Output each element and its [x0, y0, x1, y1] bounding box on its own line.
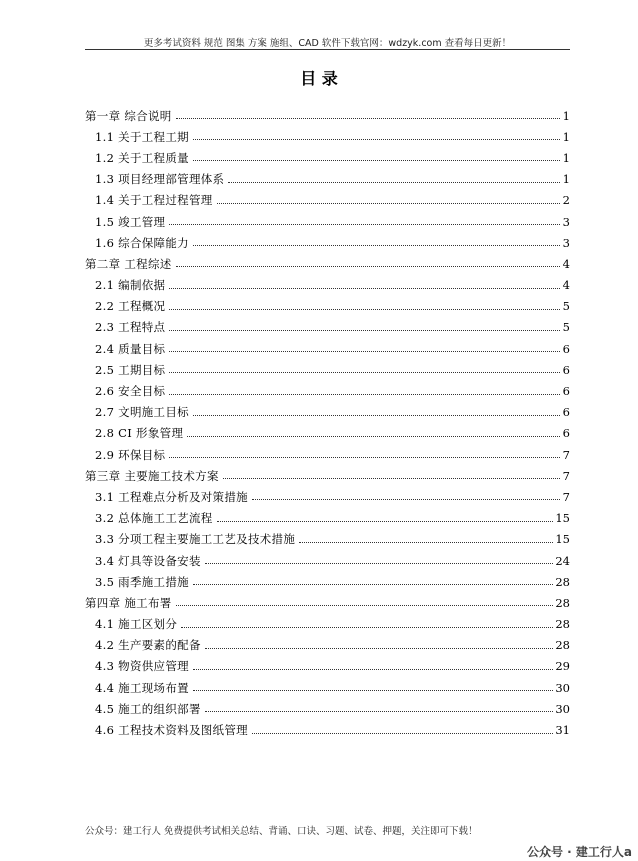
toc-page-number: 6: [562, 362, 570, 377]
dot-leader: [217, 191, 560, 204]
dot-leader: [169, 339, 560, 352]
toc-page-number: 7: [562, 489, 570, 504]
toc-section-entry[interactable]: [85, 359, 570, 380]
toc-section-entry[interactable]: [85, 635, 570, 656]
toc-entry-label: 1.4 关于工程过程管理: [95, 193, 213, 208]
toc-entry-label: 3.4 灯具等设备安装: [95, 553, 201, 568]
toc-entry-label: 1.2 关于工程质量: [95, 150, 189, 165]
toc-section-entry[interactable]: [85, 338, 570, 359]
toc-page-number: 30: [555, 680, 570, 695]
toc-page-number: 28: [555, 638, 570, 653]
toc-entry-label: 1.6 综合保障能力: [95, 235, 189, 250]
toc-section-entry[interactable]: [85, 550, 570, 571]
toc-page-number: 1: [562, 150, 570, 165]
dot-leader: [193, 403, 560, 416]
toc-section-entry[interactable]: [85, 529, 570, 550]
toc-entry-label: 1.5 竣工管理: [95, 214, 166, 229]
dot-leader: [205, 699, 554, 712]
toc-entry-label: 4.1 施工区划分: [95, 617, 178, 632]
toc-entry-label: 第二章 工程综述: [85, 256, 172, 271]
toc-page-number: 5: [562, 320, 570, 335]
toc-section-entry[interactable]: [85, 698, 570, 719]
toc-page-number: 28: [555, 617, 570, 632]
toc-section-entry[interactable]: [85, 402, 570, 423]
toc-entry-label: 3.2 总体施工工艺流程: [95, 511, 213, 526]
toc-page-number: 1: [562, 172, 570, 187]
dot-leader: [187, 424, 560, 437]
toc-page-number: 7: [562, 447, 570, 462]
toc-entry-label: 4.4 施工现场布置: [95, 680, 189, 695]
toc-entry-label: 2.8 CI 形象管理: [95, 426, 184, 441]
dot-leader: [217, 509, 554, 522]
toc-page-number: 29: [555, 659, 570, 674]
toc-entry-label: 4.2 生产要素的配备: [95, 638, 201, 653]
toc-entry-label: 2.3 工程特点: [95, 320, 166, 335]
toc-section-entry[interactable]: [85, 719, 570, 740]
toc-page-number: 1: [562, 108, 570, 123]
dot-leader: [193, 657, 553, 670]
toc-page-number: 31: [555, 723, 570, 738]
toc-entry-label: 2.6 安全目标: [95, 384, 166, 399]
toc-page-number: 3: [562, 214, 570, 229]
toc-page-number: 28: [555, 595, 570, 610]
toc-section-entry[interactable]: [85, 486, 570, 507]
toc-page-number: 15: [555, 511, 570, 526]
dot-leader: [169, 445, 560, 458]
toc-page-number: 15: [555, 532, 570, 547]
dot-leader: [169, 382, 560, 395]
toc-page-number: 6: [562, 426, 570, 441]
toc-page-number: 28: [555, 574, 570, 589]
dot-leader: [205, 551, 554, 564]
toc-section-entry[interactable]: [85, 508, 570, 529]
toc-section-entry[interactable]: [85, 211, 570, 232]
toc-section-entry[interactable]: [85, 656, 570, 677]
toc-page-number: 4: [562, 256, 570, 271]
toc-page-number: 1: [562, 129, 570, 144]
toc-section-entry[interactable]: [85, 444, 570, 465]
toc-entry-label: 3.3 分项工程主要施工工艺及技术措施: [95, 532, 296, 547]
toc-entry-label: 2.1 编制依据: [95, 278, 166, 293]
dot-leader: [169, 318, 560, 331]
toc-entry-label: 2.9 环保目标: [95, 447, 166, 462]
toc-chapter-entry[interactable]: [85, 105, 570, 126]
dot-leader: [193, 127, 560, 140]
toc-entry-label: 2.4 质量目标: [95, 341, 166, 356]
toc-section-entry[interactable]: [85, 190, 570, 211]
toc-section-entry[interactable]: [85, 571, 570, 592]
toc-page-number: 5: [562, 299, 570, 314]
toc-page-number: 6: [562, 405, 570, 420]
toc-page-number: 4: [562, 278, 570, 293]
header-note: 更多考试资料 规范 图集 方案 施组、CAD 软件下载官网：wdzyk.com 查看每日更新！: [143, 38, 512, 49]
toc-section-entry[interactable]: [85, 232, 570, 253]
toc-section-entry[interactable]: [85, 614, 570, 635]
dot-leader: [176, 593, 554, 606]
dot-leader: [252, 487, 560, 500]
toc-entry-label: 第一章 综合说明: [85, 108, 172, 123]
toc-entry-label: 2.2 工程概况: [95, 299, 166, 314]
toc-page-number: 3: [562, 235, 570, 250]
toc-page-number: 2: [562, 193, 570, 208]
toc-section-entry[interactable]: [85, 147, 570, 168]
dot-leader: [193, 572, 553, 585]
toc-chapter-entry[interactable]: [85, 592, 570, 613]
toc-section-entry[interactable]: [85, 169, 570, 190]
header-rule: [85, 49, 570, 50]
toc-section-entry[interactable]: [85, 275, 570, 296]
toc-entry-label: 3.1 工程难点分析及对策措施: [95, 489, 248, 504]
toc-entry-label: 2.5 工期目标: [95, 362, 166, 377]
toc-chapter-entry[interactable]: [85, 253, 570, 274]
toc-entry-label: 1.3 项目经理部管理体系: [95, 172, 225, 187]
toc-entry-label: 第三章 主要施工技术方案: [85, 468, 219, 483]
toc-entry-label: 3.5 雨季施工措施: [95, 574, 189, 589]
toc-entry-label: 2.7 文明施工目标: [95, 405, 189, 420]
dot-leader: [169, 360, 560, 373]
toc-page-number: 6: [562, 384, 570, 399]
toc-entry-label: 4.3 物资供应管理: [95, 659, 189, 674]
dot-leader: [176, 106, 560, 119]
dot-leader: [169, 297, 560, 310]
toc-section-entry[interactable]: [85, 423, 570, 444]
footer-note: 公众号：建工行人 免费提供考试相关总结、背诵、口诀、习题、试卷、押题，关注即可下载！: [85, 826, 478, 837]
table-of-contents: [85, 105, 570, 741]
dot-leader: [205, 636, 554, 649]
toc-chapter-entry[interactable]: [85, 465, 570, 486]
page-title: 目 录: [300, 69, 338, 88]
toc-page-number: 30: [555, 701, 570, 716]
toc-section-entry[interactable]: [85, 126, 570, 147]
dot-leader: [176, 254, 560, 267]
dot-leader: [169, 276, 560, 289]
dot-leader: [193, 148, 560, 161]
dot-leader: [193, 678, 553, 691]
dot-leader: [193, 233, 560, 246]
dot-leader: [181, 615, 553, 628]
toc-page-number: 7: [562, 468, 570, 483]
toc-entry-label: 1.1 关于工程工期: [95, 129, 189, 144]
dot-leader: [252, 721, 553, 734]
dot-leader: [299, 530, 553, 543]
toc-section-entry[interactable]: [85, 380, 570, 401]
toc-page-number: 6: [562, 341, 570, 356]
toc-section-entry[interactable]: [85, 296, 570, 317]
toc-entry-label: 4.6 工程技术资料及图纸管理: [95, 723, 248, 738]
toc-entry-label: 第四章 施工布署: [85, 595, 172, 610]
toc-section-entry[interactable]: [85, 677, 570, 698]
toc-page-number: 24: [555, 553, 570, 568]
toc-section-entry[interactable]: [85, 317, 570, 338]
dot-leader: [169, 212, 560, 225]
watermark: 公众号 · 建工行人a: [526, 845, 632, 859]
dot-leader: [228, 170, 560, 183]
dot-leader: [223, 466, 560, 479]
toc-entry-label: 4.5 施工的组织部署: [95, 701, 201, 716]
